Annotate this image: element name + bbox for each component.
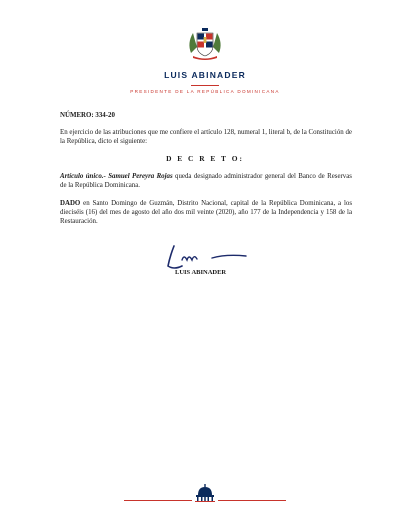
preamble: En ejercicio de las atribuciones que me confiere el artículo 128, numeral 1, literal b, de la Constitución de la República, dicto el siguiente:	[60, 129, 352, 145]
decree-number: NÚMERO: 334-20	[60, 112, 115, 119]
footer-divider-left	[124, 500, 192, 501]
palace-dome-icon	[195, 484, 215, 502]
article-label: Artículo único.-	[60, 173, 106, 180]
decree-heading: D E C R E T O:	[166, 154, 244, 163]
signer-name: LUIS ABINADER	[175, 269, 227, 276]
article-text: queda designado administrador general del Banco de Reservas de la República Dominicana.	[60, 173, 352, 189]
dado-text: en Santo Domingo de Guzmán, Distrito Nacional, capital de la República Dominicana, a los dieciséis (16) del mes de agosto del año dos mil veinte (2020), año 177 de la Independencia y 158 de la Restauración.	[60, 200, 352, 225]
header-divider	[191, 85, 219, 86]
dado-label: DADO	[60, 200, 81, 207]
dado-paragraph	[60, 199, 352, 226]
header-name: LUIS ABINADER	[164, 70, 246, 80]
header-title: PRESIDENTE DE LA REPÚBLICA DOMINICANA	[130, 89, 280, 94]
article-paragraph	[60, 172, 352, 190]
coat-of-arms-icon	[185, 25, 225, 61]
article-name: Samuel Pereyra Rojas	[108, 173, 173, 180]
footer-divider-right	[218, 500, 286, 501]
